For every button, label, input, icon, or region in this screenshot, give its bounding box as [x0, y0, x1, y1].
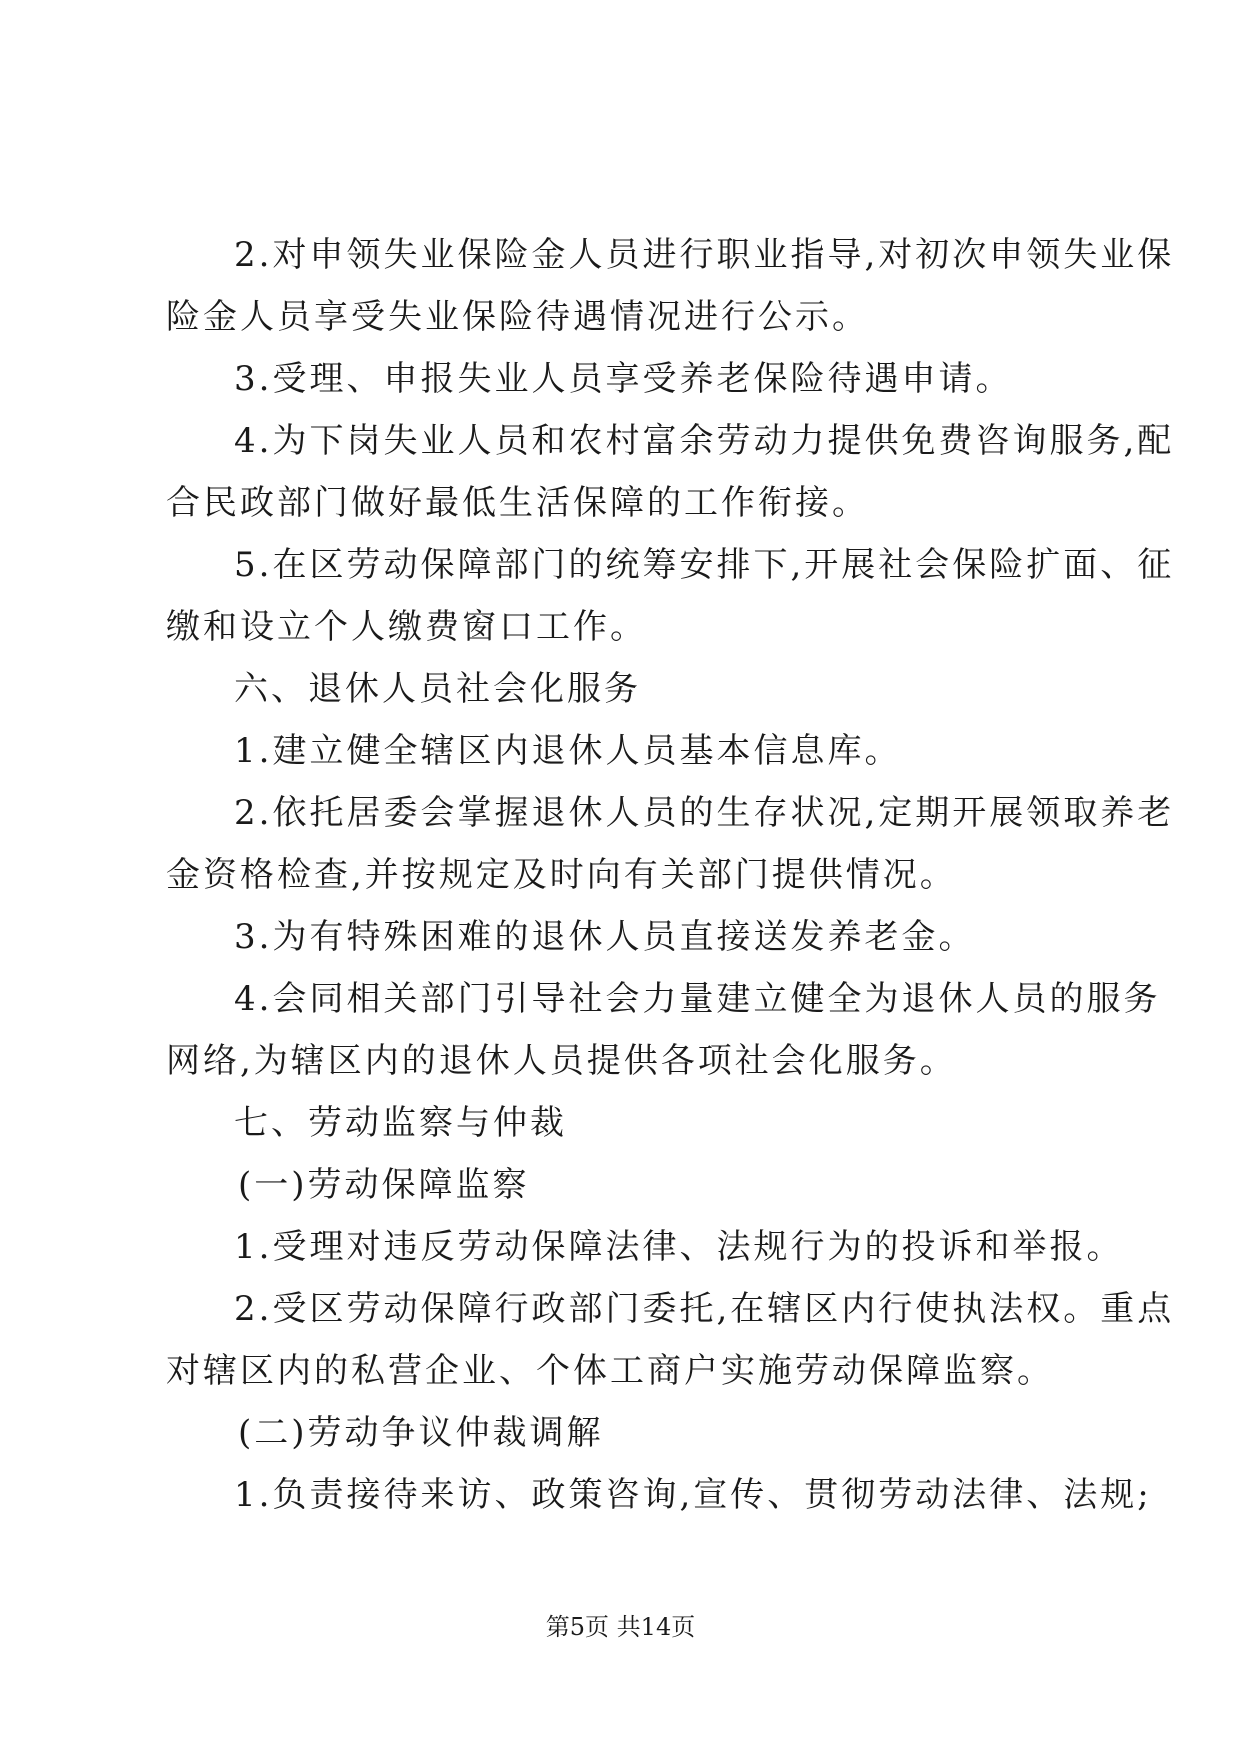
paragraph-line: 险金人员享受失业保险待遇情况进行公示。 [166, 297, 869, 337]
paragraph-line: 合民政部门做好最低生活保障的工作衔接。 [166, 483, 869, 523]
paragraph-line: 缴和设立个人缴费窗口工作。 [166, 607, 647, 647]
paragraph-line: 1.负责接待来访、政策咨询,宣传、贯彻劳动法律、法规; [234, 1475, 1152, 1515]
paragraph-line: 网络,为辖区内的退休人员提供各项社会化服务。 [166, 1041, 957, 1081]
document-body [166, 224, 1175, 1526]
subsection-heading: (二)劳动争议仲裁调解 [238, 1413, 604, 1453]
paragraph-line: 5.在区劳动保障部门的统筹安排下,开展社会保险扩面、征 [234, 545, 1175, 585]
paragraph-line: 对辖区内的私营企业、个体工商户实施劳动保障监察。 [166, 1351, 1054, 1391]
paragraph-line: 4.会同相关部门引导社会力量建立健全为退休人员的服务 [234, 979, 1161, 1019]
paragraph-line: 2.对申领失业保险金人员进行职业指导,对初次申领失业保 [234, 235, 1175, 275]
subsection-heading: (一)劳动保障监察 [238, 1165, 530, 1205]
paragraph-line: 3.受理、申报失业人员享受养老保险待遇申请。 [234, 359, 1013, 399]
paragraph-line: 金资格检查,并按规定及时向有关部门提供情况。 [166, 855, 957, 895]
section-heading: 七、劳动监察与仲裁 [234, 1103, 567, 1143]
paragraph-line: 1.建立健全辖区内退休人员基本信息库。 [234, 731, 902, 771]
page-footer: 第5页 共14页 [545, 1613, 696, 1641]
paragraph-line: 3.为有特殊困难的退休人员直接送发养老金。 [234, 917, 976, 957]
paragraph-line: 2.依托居委会掌握退休人员的生存状况,定期开展领取养老 [234, 793, 1175, 833]
paragraph-line: 1.受理对违反劳动保障法律、法规行为的投诉和举报。 [234, 1227, 1124, 1267]
paragraph-line: 4.为下岗失业人员和农村富余劳动力提供免费咨询服务,配 [234, 421, 1175, 461]
paragraph-line: 2.受区劳动保障行政部门委托,在辖区内行使执法权。重点 [234, 1289, 1175, 1329]
section-heading: 六、退休人员社会化服务 [234, 669, 641, 709]
